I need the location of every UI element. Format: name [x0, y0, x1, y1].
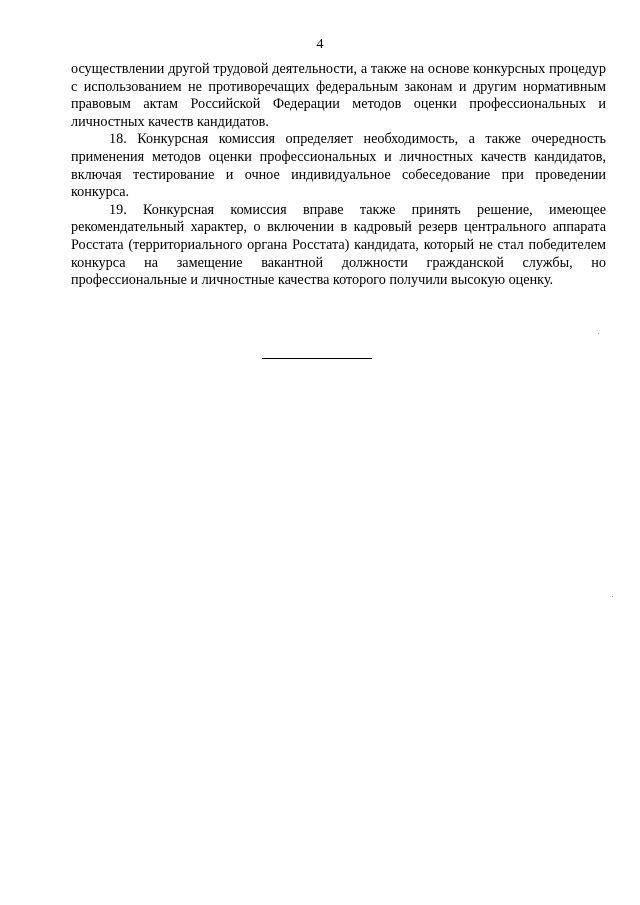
end-divider-line [262, 358, 372, 359]
scan-artifact-dot [598, 333, 599, 334]
paragraph-item-19: 19. Конкурсная комиссия вправе также принять решение, имеющее рекомендательный характер, о включении в кадровый резерв центрального аппарата Росстата (территориального органа Росстата) кандидата, который не стал победителем конкурса на замещение вакантной должности гражданской службы, но профессиональные и личностные качества которого получили высокую оценку. [71, 201, 606, 289]
paragraph-continuation: осуществлении другой трудовой деятельности, а также на основе конкурсных процедур с использованием не противоречащих федеральным законам и другим нормативным правовым актам Российской Федерации методов оценки профессиональных и личностных качеств кандидатов. [71, 61, 606, 130]
paragraph-item-18: 18. Конкурсная комиссия определяет необходимость, а также очередность применения методов оценки профессиональных и личностных качеств кандидатов, включая тестирование и очное индивидуальное собеседование при проведении конкурса. [71, 131, 606, 201]
scan-artifact-dot [612, 596, 613, 597]
document-body [71, 61, 606, 290]
page-number: 4 [316, 37, 324, 52]
